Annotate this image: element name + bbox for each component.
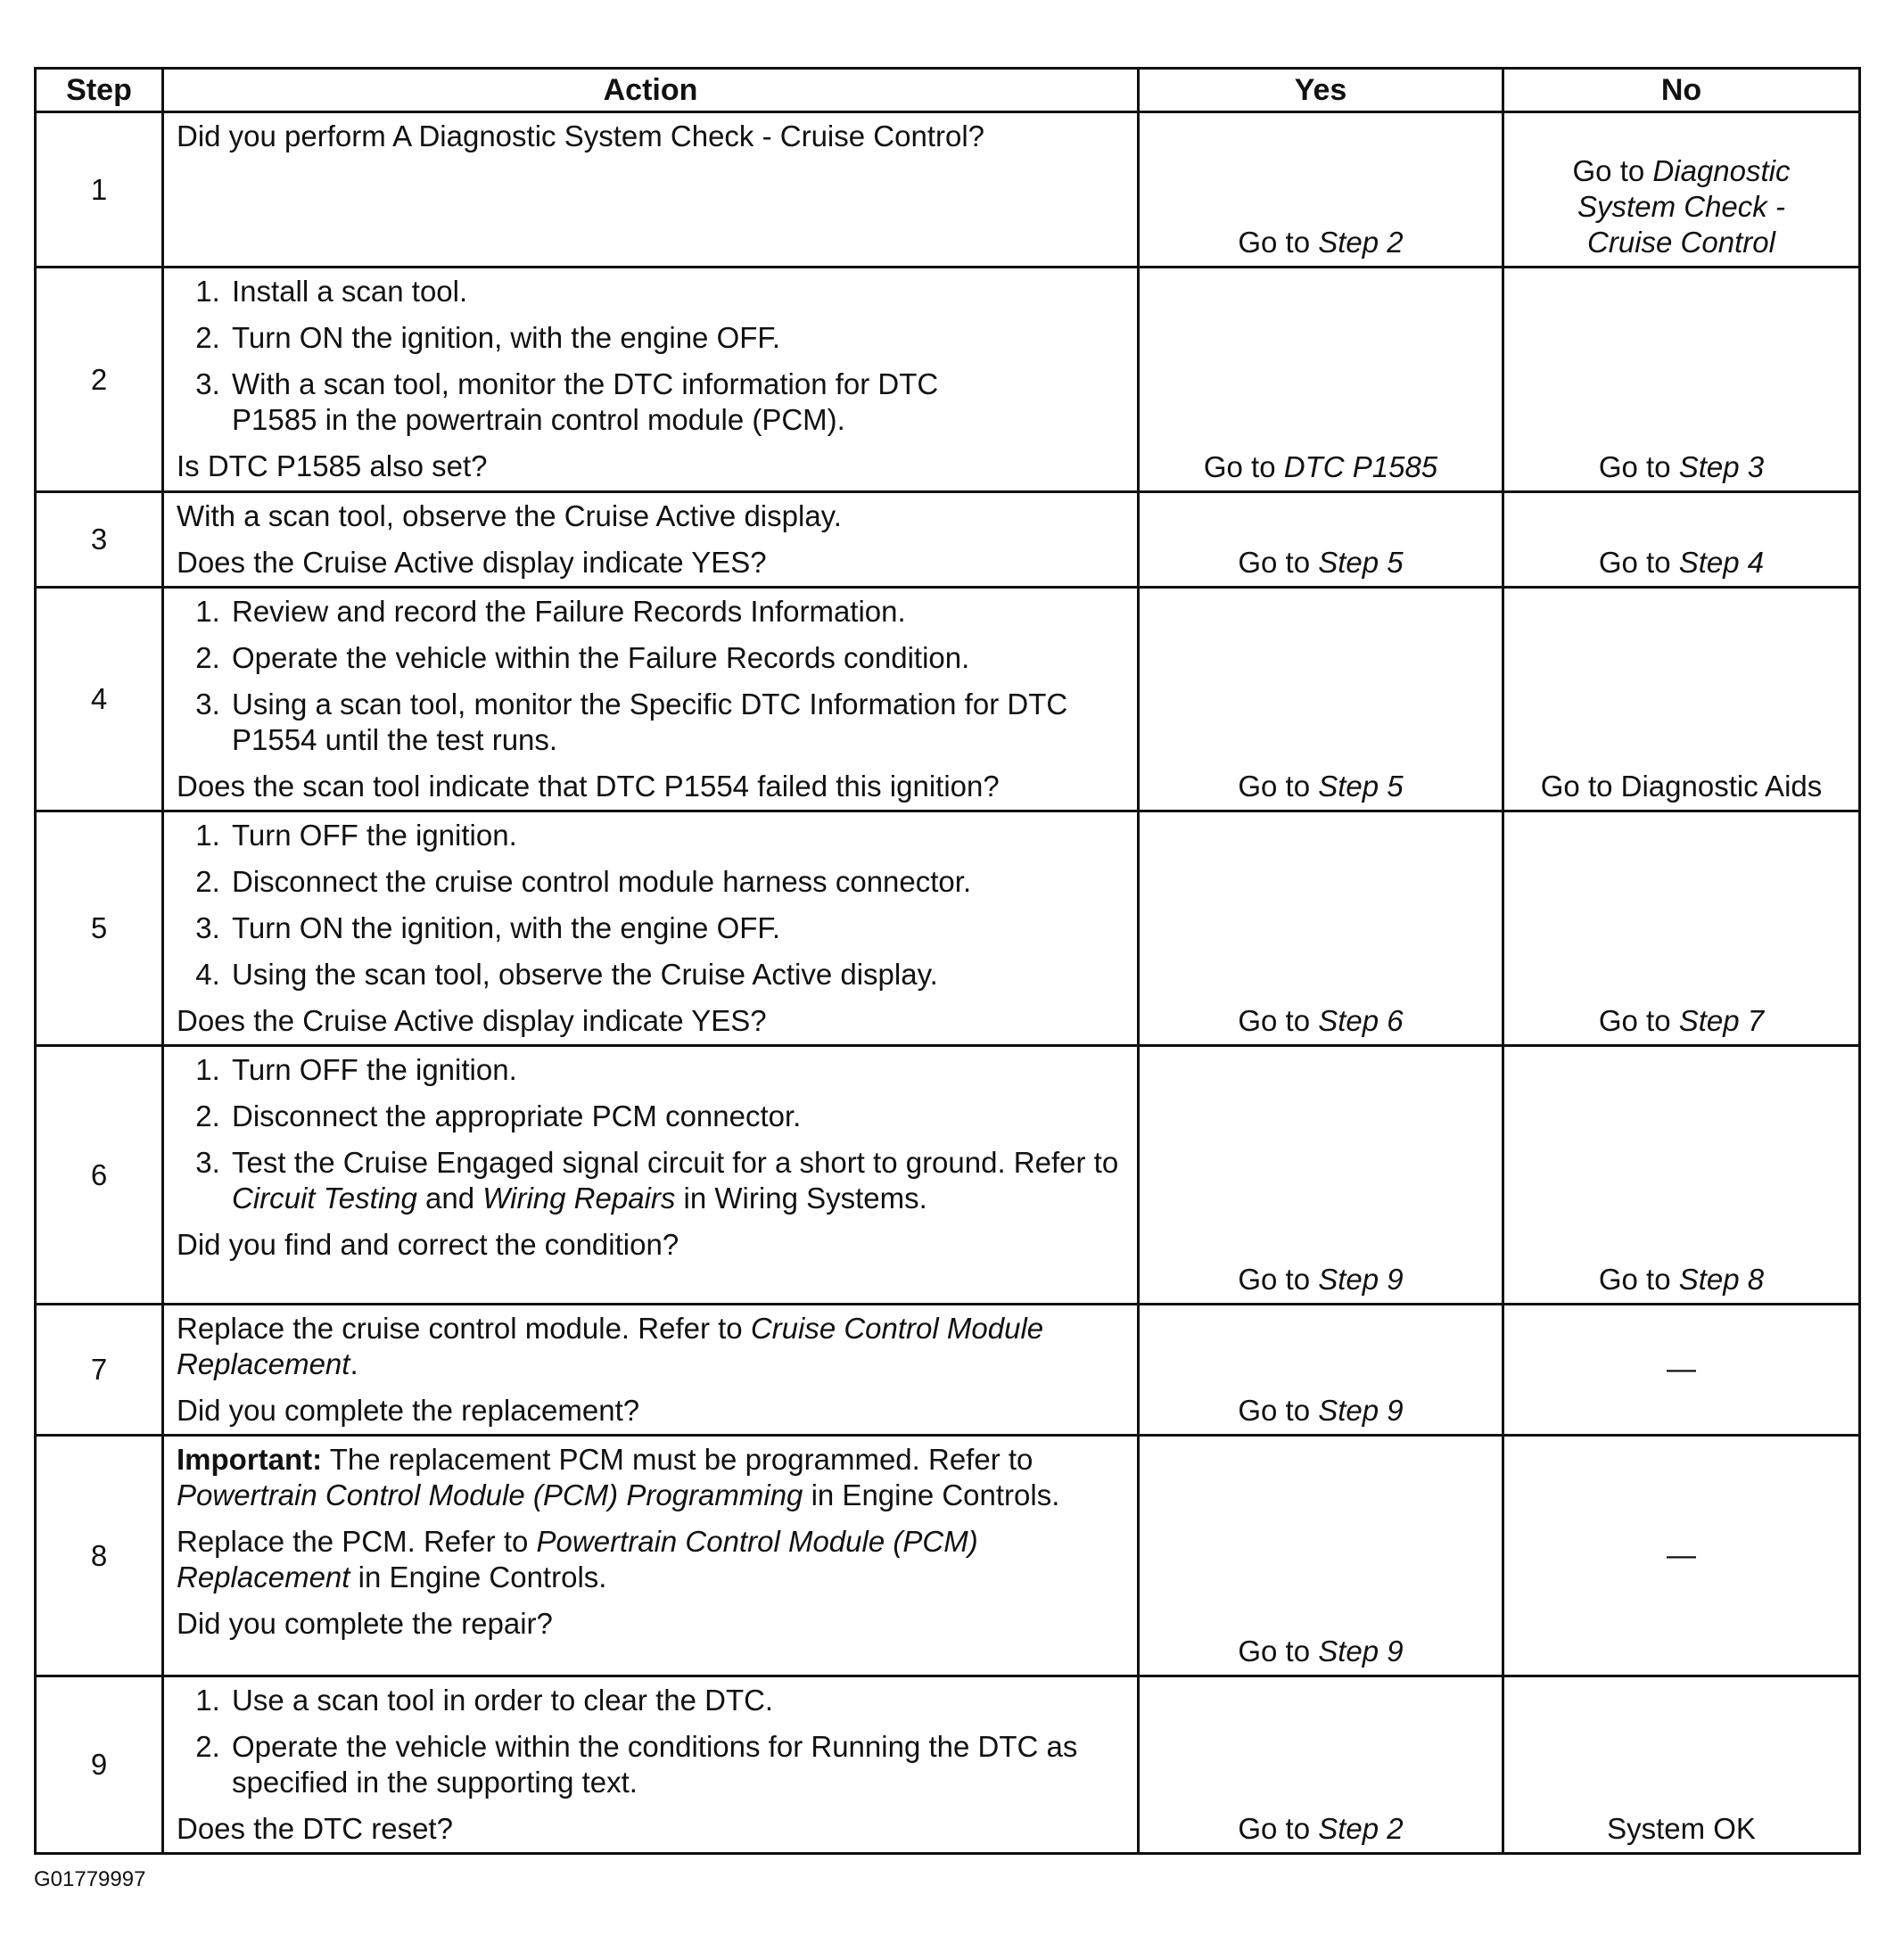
step-number: 1 <box>36 112 163 268</box>
action-item: 1. Install a scan tool. <box>228 274 1124 309</box>
table-row <box>36 1046 1860 1305</box>
no-prefix: Go to <box>1598 1263 1679 1296</box>
yes-cell <box>1139 811 1503 1046</box>
yes-link[interactable]: Step 5 <box>1318 546 1404 579</box>
yes-prefix: Go to <box>1238 1635 1319 1668</box>
yes-cell <box>1139 588 1503 811</box>
yes-link[interactable]: Step 9 <box>1318 1635 1404 1668</box>
step-number: 9 <box>36 1676 163 1854</box>
yes-cell <box>1139 112 1503 268</box>
yes-cell <box>1139 492 1503 588</box>
step-number: 2 <box>36 268 163 492</box>
action-item: 2. Operate the vehicle within the conditions for Running the DTC as specified in the supporting text. <box>228 1729 1124 1800</box>
action-item: 2. Operate the vehicle within the Failure Records condition. <box>228 640 1124 676</box>
table-row <box>36 268 1860 492</box>
action-question: Did you complete the replacement? <box>177 1394 640 1427</box>
no-prefix: Go to <box>1598 546 1679 579</box>
no-link[interactable]: Step 8 <box>1678 1263 1765 1296</box>
pcm-replacement-link[interactable]: Powertrain Control Module (PCM) Replacement <box>177 1525 978 1594</box>
no-prefix: Go to <box>1572 154 1653 187</box>
yes-link[interactable]: Step 2 <box>1318 1812 1404 1845</box>
no-prefix: Go to <box>1598 450 1679 483</box>
yes-cell <box>1139 1305 1503 1436</box>
header-action: Action <box>163 69 1139 112</box>
no-cell <box>1503 1305 1860 1436</box>
yes-cell <box>1139 268 1503 492</box>
no-cell <box>1503 1046 1860 1305</box>
action-question: Does the Cruise Active display indicate YES? <box>177 546 767 579</box>
table-row <box>36 588 1860 811</box>
action-text <box>177 1524 1124 1595</box>
important-label: Important: <box>177 1443 323 1476</box>
yes-prefix: Go to <box>1238 1004 1319 1037</box>
yes-prefix: Go to <box>1238 226 1319 259</box>
yes-prefix: Go to <box>1203 450 1284 483</box>
action-question: Does the scan tool indicate that DTC P1554 failed this ignition? <box>177 770 1000 803</box>
action-item: 1. Review and record the Failure Records Information. <box>228 594 1124 630</box>
item-text: Test the Cruise Engaged signal circuit for a short to ground. Refer to <box>232 1146 1119 1179</box>
table-row <box>36 112 1860 268</box>
action-question: Is DTC P1585 also set? <box>177 449 488 482</box>
item-text: and <box>416 1182 483 1215</box>
no-cell <box>1503 492 1860 588</box>
step-number: 5 <box>36 811 163 1046</box>
action-item: 2. Disconnect the appropriate PCM connector. <box>228 1099 1124 1134</box>
yes-prefix: Go to <box>1238 1394 1319 1427</box>
wiring-repairs-link[interactable]: Wiring Repairs <box>482 1182 676 1215</box>
action-question: Does the Cruise Active display indicate YES? <box>177 1004 767 1037</box>
no-text[interactable]: Go to Diagnostic Aids <box>1540 770 1823 803</box>
action-item: 4. Using the scan tool, observe the Cruise Active display. <box>228 957 1124 992</box>
no-link[interactable]: Step 4 <box>1678 546 1765 579</box>
no-cell <box>1503 112 1860 268</box>
table-row <box>36 1436 1860 1676</box>
yes-cell <box>1139 1676 1503 1854</box>
step-number: 6 <box>36 1046 163 1305</box>
yes-link[interactable]: Step 9 <box>1318 1394 1404 1427</box>
yes-prefix: Go to <box>1238 1263 1319 1296</box>
item-text: in Wiring Systems. <box>675 1182 927 1215</box>
action-item: 3. With a scan tool, monitor the DTC information for DTC P1585 in the powertrain control module (PCM). <box>228 366 1124 438</box>
action-item: 3. Turn ON the ignition, with the engine OFF. <box>228 910 1124 946</box>
yes-prefix: Go to <box>1238 546 1319 579</box>
action-question: Did you complete the repair? <box>177 1607 553 1640</box>
action-list <box>177 1052 1124 1216</box>
action-text-part: Replace the cruise control module. Refer to <box>177 1312 751 1345</box>
step-number: 3 <box>36 492 163 588</box>
action-list <box>177 274 1124 438</box>
table-row <box>36 1676 1860 1854</box>
header-yes: Yes <box>1139 69 1503 112</box>
figure-id: G01779997 <box>34 1867 146 1891</box>
action-cell <box>163 1305 1139 1436</box>
no-cell <box>1503 268 1860 492</box>
step-number: 8 <box>36 1436 163 1676</box>
no-link[interactable]: Step 7 <box>1678 1004 1765 1037</box>
action-list <box>177 1683 1124 1800</box>
header-step: Step <box>36 69 163 112</box>
action-cell <box>163 1436 1139 1676</box>
action-item: 2. Disconnect the cruise control module harness connector. <box>228 864 1124 900</box>
action-item: 1. Turn OFF the ignition. <box>228 1052 1124 1088</box>
action-text: With a scan tool, observe the Cruise Active display. <box>177 499 842 532</box>
diagnostic-table <box>34 67 1861 1855</box>
no-cell <box>1503 588 1860 811</box>
yes-link[interactable]: Step 5 <box>1318 770 1404 803</box>
table-row <box>36 811 1860 1046</box>
action-list <box>177 594 1124 758</box>
no-dash: — <box>1667 1537 1696 1571</box>
action-item: 2. Turn ON the ignition, with the engine OFF. <box>228 320 1124 356</box>
note-text: The replacement PCM must be programmed. Refer to <box>322 1443 1033 1476</box>
action-text-part: . <box>350 1347 358 1380</box>
no-link[interactable]: Diagnostic System Check - Cruise Control <box>1577 154 1791 259</box>
action-text <box>177 1311 1124 1382</box>
circuit-testing-link[interactable]: Circuit Testing <box>232 1182 417 1215</box>
yes-prefix: Go to <box>1238 770 1319 803</box>
table-row <box>36 492 1860 588</box>
no-cell <box>1503 811 1860 1046</box>
no-link[interactable]: Step 3 <box>1678 450 1765 483</box>
step-number: 4 <box>36 588 163 811</box>
action-item: 1. Turn OFF the ignition. <box>228 818 1124 853</box>
no-dash: — <box>1667 1352 1696 1385</box>
note-text: in Engine Controls. <box>803 1478 1060 1511</box>
yes-cell <box>1139 1046 1503 1305</box>
yes-link[interactable]: Step 6 <box>1318 1004 1404 1037</box>
yes-prefix: Go to <box>1238 1812 1319 1845</box>
no-text: System OK <box>1607 1812 1756 1845</box>
action-question: Did you perform A Diagnostic System Check - Cruise Control? <box>177 119 985 152</box>
yes-link[interactable]: DTC P1585 <box>1283 450 1438 483</box>
pcm-programming-link[interactable]: Powertrain Control Module (PCM) Programming <box>177 1478 803 1511</box>
action-cell <box>163 268 1139 492</box>
action-item <box>228 1145 1124 1216</box>
action-item: 1. Use a scan tool in order to clear the DTC. <box>228 1683 1124 1718</box>
action-cell <box>163 811 1139 1046</box>
header-no: No <box>1503 69 1860 112</box>
yes-cell <box>1139 1436 1503 1676</box>
action-cell <box>163 1046 1139 1305</box>
action-item: 3. Using a scan tool, monitor the Specific DTC Information for DTC P1554 until the test runs. <box>228 687 1124 758</box>
action-text-part: Replace the PCM. Refer to <box>177 1525 537 1558</box>
cruise-module-replacement-link[interactable]: Cruise Control Module Replacement <box>177 1312 1044 1380</box>
action-cell <box>163 112 1139 268</box>
action-question: Does the DTC reset? <box>177 1812 453 1845</box>
action-question: Did you find and correct the condition? <box>177 1228 679 1261</box>
action-list <box>177 818 1124 992</box>
action-cell <box>163 588 1139 811</box>
action-text-part: in Engine Controls. <box>350 1561 607 1594</box>
action-cell <box>163 492 1139 588</box>
table-row <box>36 1305 1860 1436</box>
yes-link[interactable]: Step 2 <box>1318 226 1404 259</box>
no-cell <box>1503 1676 1860 1854</box>
header-row <box>36 69 1860 112</box>
important-note <box>177 1442 1124 1513</box>
action-cell <box>163 1676 1139 1854</box>
step-number: 7 <box>36 1305 163 1436</box>
no-prefix: Go to <box>1598 1004 1679 1037</box>
no-cell <box>1503 1436 1860 1676</box>
yes-link[interactable]: Step 9 <box>1318 1263 1404 1296</box>
